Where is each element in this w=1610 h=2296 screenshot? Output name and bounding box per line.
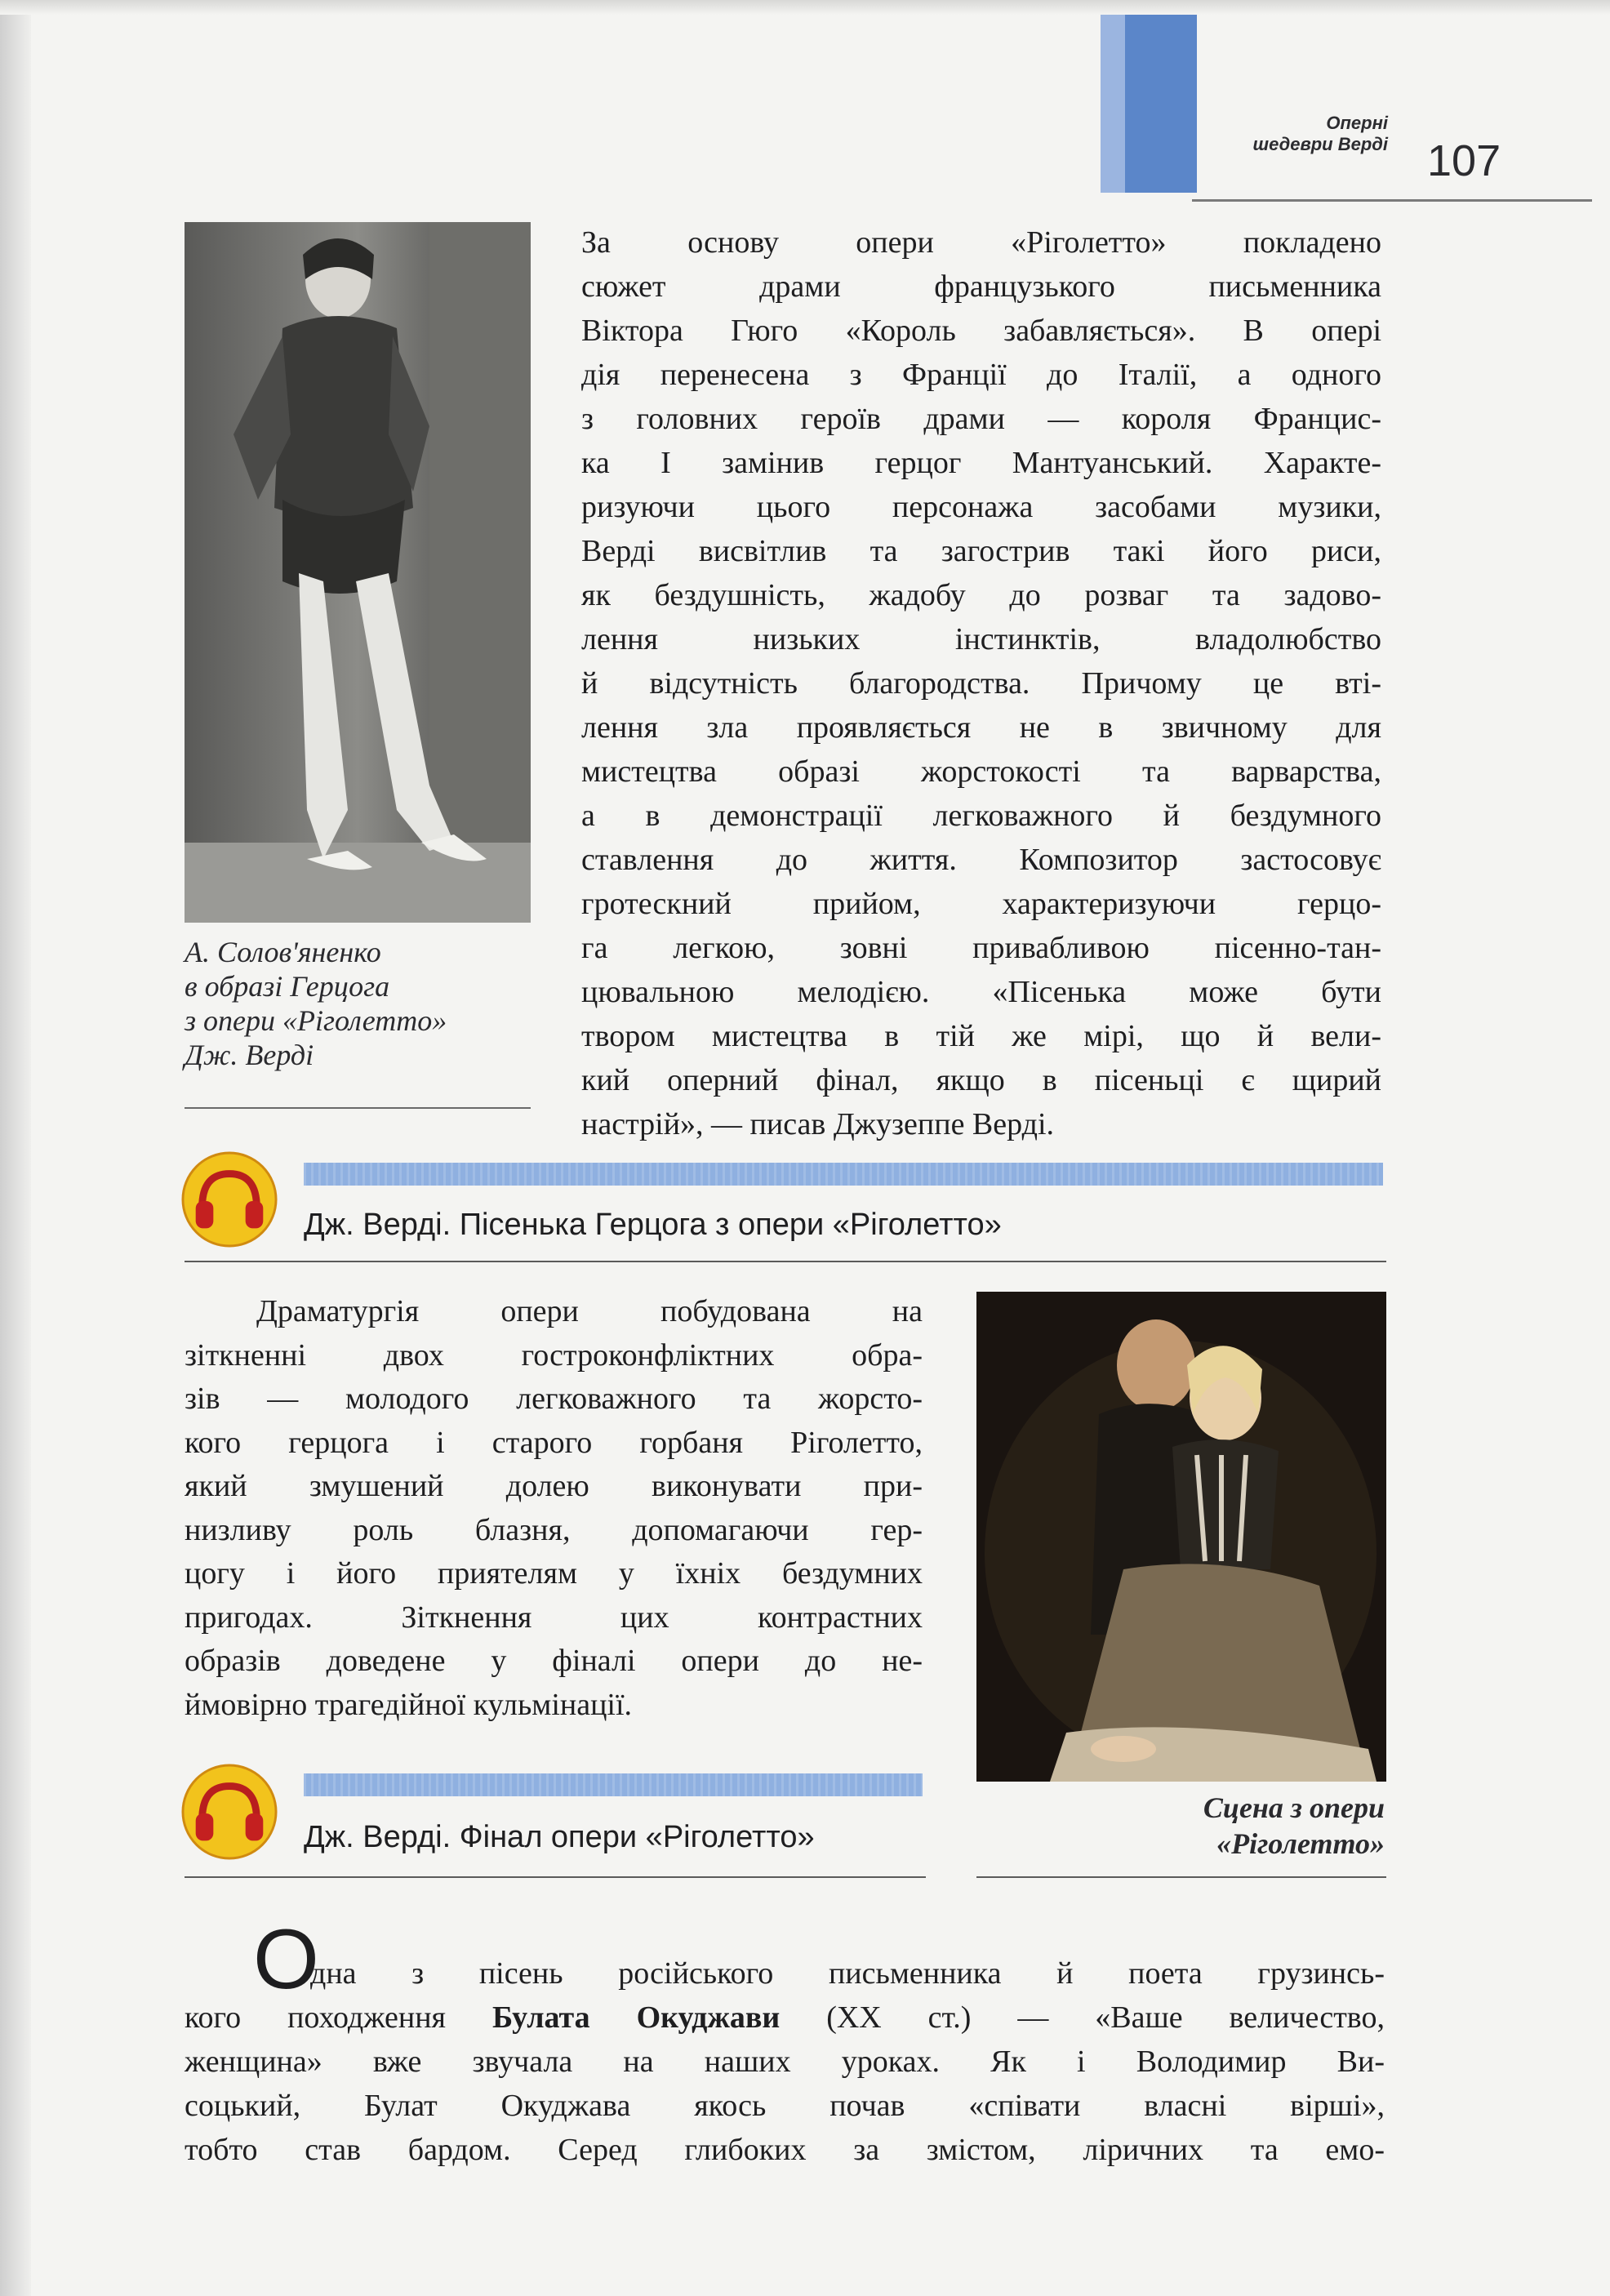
caption-line: Дж. Верді xyxy=(185,1039,314,1071)
text-line: ка І замінив герцог Мантуанський. Характе- xyxy=(581,446,1381,480)
text-line: й відсутність благородства. Причому це вті- xyxy=(581,666,1381,701)
text-line: ставлення до життя. Композитор застосовує xyxy=(581,843,1381,877)
caption-rule xyxy=(185,1107,531,1109)
listen-bar xyxy=(304,1773,923,1796)
text-line: гротескний прийом, характеризуючи герцо- xyxy=(581,887,1381,921)
photo1-caption xyxy=(185,935,536,1072)
caption-line: з опери «Ріголетто» xyxy=(185,1004,447,1037)
section-title-line: Оперні xyxy=(1326,113,1388,133)
text-line: пригодах. Зіткнення цих контрастних xyxy=(185,1600,923,1635)
text-line: Верді висвітлив та загострив такі його риси, xyxy=(581,534,1381,568)
caption-rule xyxy=(976,1876,1386,1878)
text-line: який змушений долею виконувати при- xyxy=(185,1469,923,1503)
section-title-line: шедеври Верді xyxy=(1252,134,1388,154)
text-line: Драматургія опери побудована на xyxy=(256,1294,923,1328)
page-binding-shadow xyxy=(0,0,31,2296)
header-rule xyxy=(1192,199,1592,202)
listen-bar xyxy=(304,1163,1383,1186)
text-line: мистецтва образі жорстокості та варварства, xyxy=(581,754,1381,789)
text-line: лення зла проявляється не в звичному для xyxy=(581,710,1381,745)
text-line: тобто став бардом. Серед глибоких за змістом, ліричних та емо- xyxy=(185,2133,1385,2167)
drop-cap: О xyxy=(253,1912,319,2007)
page-number: 107 xyxy=(1427,136,1501,185)
text-line: сюжет драми французького письменника xyxy=(581,269,1381,304)
listen-label: Дж. Верді. Фінал опери «Ріголетто» xyxy=(304,1820,815,1854)
page-top-shadow xyxy=(0,0,1610,15)
text-line: зіткненні двох гостроконфліктних обра- xyxy=(185,1337,923,1373)
text-line: дна з пісень російського письменника й поета грузинсь- xyxy=(310,1956,1385,1991)
listen-rule xyxy=(185,1261,1386,1262)
text-line: женщина» вже звучала на наших уроках. Як і Володимир Ви- xyxy=(185,2045,1385,2079)
listen-label: Дж. Верді. Пісенька Герцога з опери «Ріголетто» xyxy=(304,1208,1002,1242)
text-line: настрій», — писав Джузеппе Верді. xyxy=(581,1107,1055,1141)
photo-rigoletto-scene xyxy=(976,1292,1386,1782)
text-line: образів доведене у фіналі опери до не- xyxy=(185,1644,923,1678)
caption-line: в образі Герцога xyxy=(185,970,390,1003)
text-line: ймовірно трагедійної кульмінації. xyxy=(185,1687,633,1722)
paragraph-okudzhava xyxy=(185,1951,1385,2172)
text-line: лення низьких інстинктів, владолюбство xyxy=(581,622,1381,656)
text-line: кого герцога і старого горбаня Ріголетто, xyxy=(185,1425,923,1460)
listen-rule xyxy=(185,1876,926,1878)
section-color-tab xyxy=(1101,15,1197,193)
text-line: За основу опери «Ріголетто» покладено xyxy=(581,225,1381,260)
text-line: з головних героїв драми — короля Францис- xyxy=(581,402,1381,436)
photo2-caption xyxy=(976,1790,1385,1862)
section-title xyxy=(1192,113,1388,155)
text-line: цогу і його приятелям у їхніх бездумних xyxy=(185,1556,923,1591)
text-line: твором мистецтва в тій же мірі, що й вели- xyxy=(581,1019,1381,1053)
text-line: кий оперний фінал, якщо в пісеньці є щирий xyxy=(581,1063,1381,1097)
bold-name: Булата Окуджави xyxy=(491,2000,781,2035)
photo-soloviyanenko-duke xyxy=(185,222,531,923)
text-line: як бездушність, жадобу до розваг та задово- xyxy=(581,578,1381,612)
text-run: (XX ст.) — «Ваше величество, xyxy=(780,2000,1385,2035)
headphones-icon xyxy=(181,1151,278,1248)
text-run: кого походження xyxy=(185,2000,492,2035)
text-line: цювальною мелодією. «Пісенька може бути xyxy=(581,975,1381,1009)
text-line: га легкою, зовні привабливою пісенно-тан- xyxy=(581,931,1381,965)
paragraph-dramaturgy xyxy=(185,1290,923,1727)
paragraph-rigoletto-plot xyxy=(581,220,1381,1146)
text-line: дія перенесена з Франції до Італії, а одного xyxy=(581,358,1381,392)
caption-line: «Ріголетто» xyxy=(1216,1827,1385,1860)
text-line: соцький, Булат Окуджава якось почав «співати власні вірші», xyxy=(185,2089,1385,2123)
caption-line: А. Солов'яненко xyxy=(185,936,381,968)
headphones-icon xyxy=(181,1764,278,1860)
text-line xyxy=(185,1996,1385,2040)
text-line: низливу роль блазня, допомагаючи гер- xyxy=(185,1512,923,1547)
text-line: а в демонстрації легковажного й бездумного xyxy=(581,799,1381,833)
text-line: Віктора Гюго «Король забавляється». В опері xyxy=(581,314,1381,348)
caption-line: Сцена з опери xyxy=(1203,1791,1385,1824)
text-line: зів — молодого легковажного та жорсто- xyxy=(185,1382,923,1416)
text-line: ризуючи цього персонажа засобами музики, xyxy=(581,490,1381,524)
